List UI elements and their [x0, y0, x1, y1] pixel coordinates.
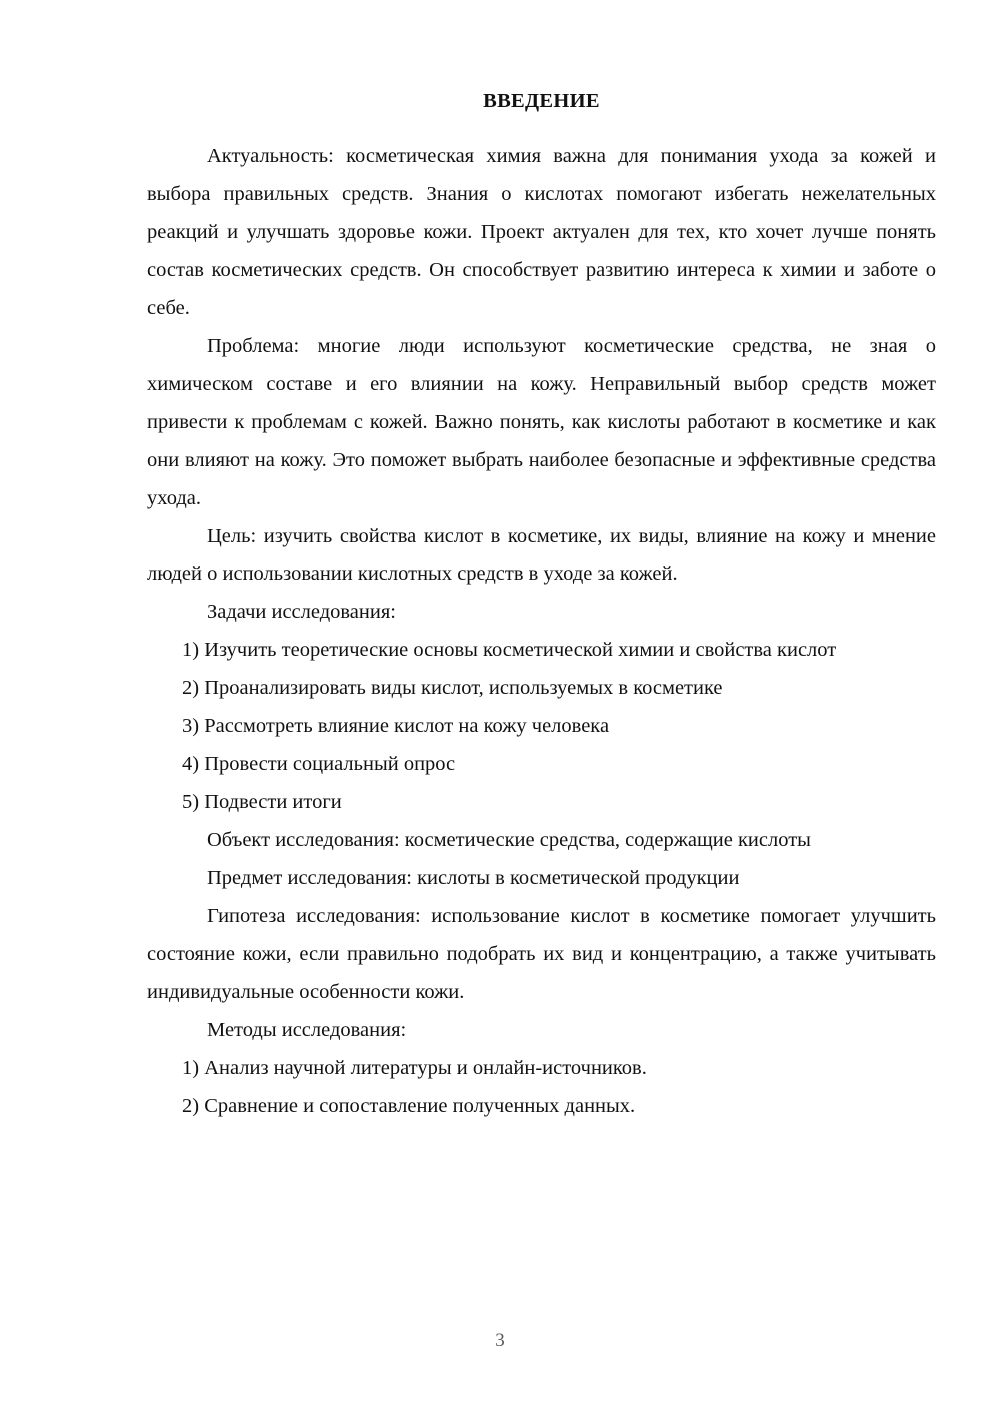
paragraph-problem: Проблема: многие люди используют косметические средства, не зная о химическом составе и его влиянии на кожу. Неправильный выбор средств может привести к проблемам с кожей. Важно понять, как кислоты работают в косметике и как они влияют на кожу. Это поможет выбрать наиболее безопасные и эффективные средства ухода. — [147, 334, 936, 509]
paragraph-subject: Предмет исследования: кислоты в косметической продукции — [207, 866, 740, 889]
task-item-3: 3) Рассмотреть влияние кислот на кожу человека — [182, 714, 610, 737]
paragraph-hypothesis: Гипотеза исследования: использование кислот в косметике помогает улучшить состояние кожи, если правильно подобрать их вид и концентрацию, а также учитывать индивидуальные особенности кожи. — [147, 904, 936, 1003]
heading-tasks: Задачи исследования: — [207, 600, 396, 623]
paragraph-relevance: Актуальность: косметическая химия важна для понимания ухода за кожей и выбора правильных средств. Знания о кислотах помогают избегать нежелательных реакций и улучшать здоровье кожи. Проект актуален для тех, кто хочет лучше понять состав косметических средств. Он способствует развитию интереса к химии и заботе о себе. — [147, 144, 936, 319]
task-item-5: 5) Подвести итоги — [182, 790, 342, 813]
paragraph-object: Объект исследования: косметические средства, содержащие кислоты — [207, 828, 811, 851]
heading-methods: Методы исследования: — [207, 1018, 407, 1041]
task-item-4: 4) Провести социальный опрос — [182, 752, 456, 775]
method-item-1: 1) Анализ научной литературы и онлайн-источников. — [182, 1056, 647, 1079]
page-number: 3 — [495, 1330, 505, 1351]
page-title: ВВЕДЕНИЕ — [483, 90, 600, 112]
method-item-2: 2) Сравнение и сопоставление полученных данных. — [182, 1094, 636, 1117]
document-body — [147, 88, 936, 1125]
paragraph-goal: Цель: изучить свойства кислот в косметике, их виды, влияние на кожу и мнение людей о использовании кислотных средств в уходе за кожей. — [147, 524, 936, 585]
task-item-1: 1) Изучить теоретические основы косметической химии и свойства кислот — [182, 638, 837, 661]
task-item-2: 2) Проанализировать виды кислот, используемых в косметике — [182, 676, 723, 699]
